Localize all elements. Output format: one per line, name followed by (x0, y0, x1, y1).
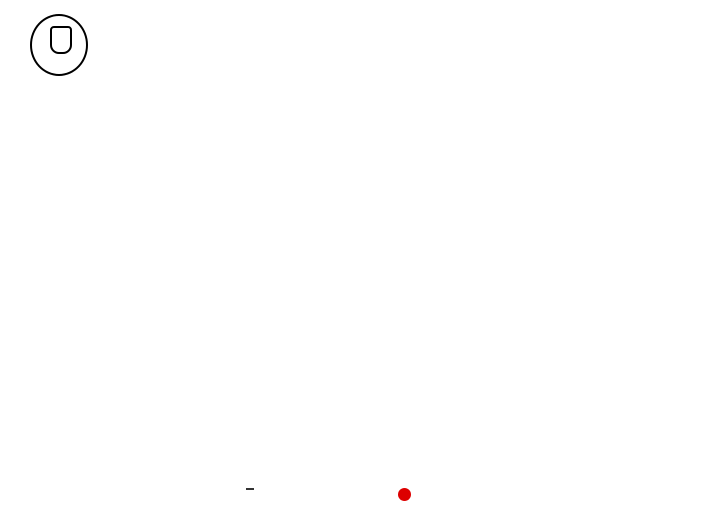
footer-bar (0, 484, 720, 509)
mobinil-badge (246, 488, 254, 490)
fajr-logo (558, 452, 618, 486)
scales-emblem-icon (50, 26, 72, 54)
bar-association-logo (30, 14, 88, 76)
vodafone-icon (398, 488, 411, 501)
